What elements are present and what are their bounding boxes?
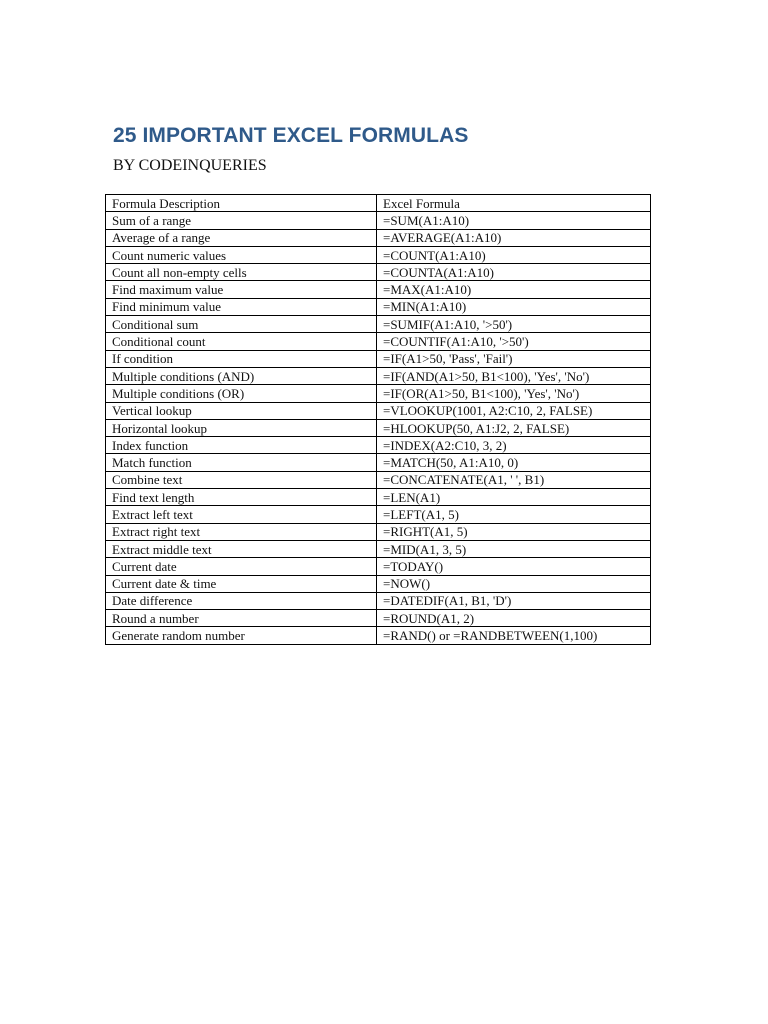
excel-formula-cell: =MAX(A1:A10) xyxy=(377,281,651,298)
excel-formula-cell: =HLOOKUP(50, A1:J2, 2, FALSE) xyxy=(377,419,651,436)
table-row xyxy=(106,229,651,246)
formula-description-cell: Multiple conditions (AND) xyxy=(106,367,377,384)
formula-description-cell: Current date & time xyxy=(106,575,377,592)
table-header-row xyxy=(106,195,651,212)
excel-formula-cell: =DATEDIF(A1, B1, 'D') xyxy=(377,592,651,609)
excel-formula-cell: =RAND() or =RANDBETWEEN(1,100) xyxy=(377,627,651,644)
table-row xyxy=(106,523,651,540)
formula-description-cell: Horizontal lookup xyxy=(106,419,377,436)
excel-formula-cell: =COUNTIF(A1:A10, '>50') xyxy=(377,333,651,350)
formula-description-cell: Index function xyxy=(106,437,377,454)
formula-description-cell: Match function xyxy=(106,454,377,471)
table-row xyxy=(106,281,651,298)
document-title: 25 IMPORTANT EXCEL FORMULAS xyxy=(113,124,469,147)
formula-description-cell: Find maximum value xyxy=(106,281,377,298)
excel-formula-cell: =LEN(A1) xyxy=(377,489,651,506)
table-row xyxy=(106,246,651,263)
header-description: Formula Description xyxy=(106,195,377,212)
formula-description-cell: Current date xyxy=(106,558,377,575)
formula-description-cell: Vertical lookup xyxy=(106,402,377,419)
table-row xyxy=(106,264,651,281)
table-row xyxy=(106,298,651,315)
formula-description-cell: Find text length xyxy=(106,489,377,506)
formula-description-cell: Count numeric values xyxy=(106,246,377,263)
formula-description-cell: Find minimum value xyxy=(106,298,377,315)
formula-description-cell: If condition xyxy=(106,350,377,367)
excel-formula-cell: =CONCATENATE(A1, ' ', B1) xyxy=(377,471,651,488)
formula-description-cell: Count all non-empty cells xyxy=(106,264,377,281)
excel-formula-cell: =NOW() xyxy=(377,575,651,592)
excel-formula-cell: =SUMIF(A1:A10, '>50') xyxy=(377,316,651,333)
formula-description-cell: Round a number xyxy=(106,610,377,627)
table-row xyxy=(106,454,651,471)
table-row xyxy=(106,367,651,384)
header-formula: Excel Formula xyxy=(377,195,651,212)
table-row xyxy=(106,506,651,523)
formula-description-cell: Sum of a range xyxy=(106,212,377,229)
formula-table xyxy=(105,194,651,645)
excel-formula-cell: =IF(OR(A1>50, B1<100), 'Yes', 'No') xyxy=(377,385,651,402)
formula-description-cell: Extract middle text xyxy=(106,540,377,557)
formula-description-cell: Conditional sum xyxy=(106,316,377,333)
formula-description-cell: Generate random number xyxy=(106,627,377,644)
table-row xyxy=(106,402,651,419)
table-row xyxy=(106,385,651,402)
table-row xyxy=(106,610,651,627)
excel-formula-cell: =INDEX(A2:C10, 3, 2) xyxy=(377,437,651,454)
table-row xyxy=(106,489,651,506)
table-row xyxy=(106,350,651,367)
excel-formula-cell: =ROUND(A1, 2) xyxy=(377,610,651,627)
table-row xyxy=(106,540,651,557)
table-row xyxy=(106,558,651,575)
document-subtitle: BY CODEINQUERIES xyxy=(113,157,267,174)
formula-description-cell: Extract right text xyxy=(106,523,377,540)
table-row xyxy=(106,437,651,454)
excel-formula-cell: =IF(A1>50, 'Pass', 'Fail') xyxy=(377,350,651,367)
table-row xyxy=(106,212,651,229)
excel-formula-cell: =SUM(A1:A10) xyxy=(377,212,651,229)
excel-formula-cell: =AVERAGE(A1:A10) xyxy=(377,229,651,246)
excel-formula-cell: =MIN(A1:A10) xyxy=(377,298,651,315)
excel-formula-cell: =COUNTA(A1:A10) xyxy=(377,264,651,281)
table-row xyxy=(106,316,651,333)
excel-formula-cell: =MATCH(50, A1:A10, 0) xyxy=(377,454,651,471)
excel-formula-cell: =TODAY() xyxy=(377,558,651,575)
table-row xyxy=(106,419,651,436)
table-row xyxy=(106,575,651,592)
formula-description-cell: Conditional count xyxy=(106,333,377,350)
excel-formula-cell: =LEFT(A1, 5) xyxy=(377,506,651,523)
table-row xyxy=(106,592,651,609)
formula-description-cell: Extract left text xyxy=(106,506,377,523)
formula-description-cell: Multiple conditions (OR) xyxy=(106,385,377,402)
formula-description-cell: Combine text xyxy=(106,471,377,488)
excel-formula-cell: =VLOOKUP(1001, A2:C10, 2, FALSE) xyxy=(377,402,651,419)
formula-description-cell: Average of a range xyxy=(106,229,377,246)
excel-formula-cell: =COUNT(A1:A10) xyxy=(377,246,651,263)
table-row xyxy=(106,471,651,488)
excel-formula-cell: =IF(AND(A1>50, B1<100), 'Yes', 'No') xyxy=(377,367,651,384)
excel-formula-cell: =RIGHT(A1, 5) xyxy=(377,523,651,540)
excel-formula-cell: =MID(A1, 3, 5) xyxy=(377,540,651,557)
table-row xyxy=(106,627,651,644)
table-body xyxy=(106,212,651,644)
table-row xyxy=(106,333,651,350)
formula-description-cell: Date difference xyxy=(106,592,377,609)
